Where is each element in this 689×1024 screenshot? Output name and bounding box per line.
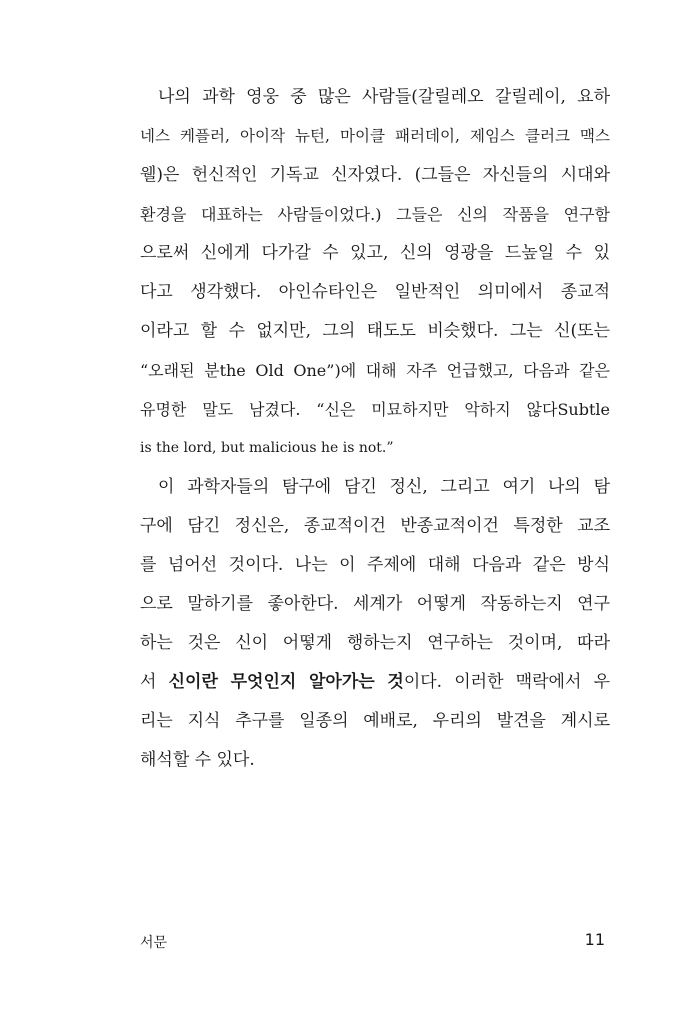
body-text bbox=[140, 78, 610, 780]
bold-line-suffix: 이다. 이러한 맥락에서 우 bbox=[403, 672, 610, 692]
paragraph-2-line-1: 이 과학자들의 탐구에 담긴 정신, 그리고 여기 나의 탐 bbox=[158, 477, 610, 497]
paragraph-1-line-1: 나의 과학 영웅 중 많은 사람들(갈릴레오 갈릴레이, 요하 bbox=[158, 87, 610, 107]
paragraph-1-line-5: 으로써 신에게 다가갈 수 있고, 신의 영광을 드높일 수 있 bbox=[140, 243, 610, 263]
running-footer-title: 서문 bbox=[140, 935, 168, 951]
paragraph-2-line-3: 를 넘어선 것이다. 나는 이 주제에 대해 다음과 같은 방식 bbox=[140, 555, 610, 575]
paragraph-2-line-2: 구에 담긴 정신은, 종교적이건 반종교적이건 특정한 교조 bbox=[140, 516, 610, 536]
paragraph-1-line-3: 웰)은 헌신적인 기독교 신자였다. (그들은 자신들의 시대와 bbox=[140, 165, 610, 185]
paragraph-1-line-7: 이라고 할 수 없지만, 그의 태도도 비슷했다. 그는 신(또는 bbox=[140, 321, 610, 341]
paragraph-1-line-9: 유명한 말도 남겼다. “신은 미묘하지만 악하지 않다Subtle bbox=[140, 400, 610, 419]
paragraph-1-line-2: 네스 케플러, 아이작 뉴턴, 마이클 패러데이, 제임스 클러크 맥스 bbox=[140, 127, 610, 145]
paragraph-2-line-7: 리는 지식 추구를 일종의 예배로, 우리의 발견을 계시로 bbox=[140, 711, 610, 731]
emphasized-phrase: 신이란 무엇인지 알아가는 것 bbox=[168, 672, 404, 692]
page-number: 11 bbox=[584, 930, 605, 949]
paragraph-2-line-4: 으로 말하기를 좋아한다. 세계가 어떻게 작동하는지 연구 bbox=[140, 594, 610, 614]
paragraph-2-line-5: 하는 것은 신이 어떻게 행하는지 연구하는 것이며, 따라 bbox=[140, 633, 610, 653]
paragraph-1-line-10: is the lord, but malicious he is not.” bbox=[140, 440, 394, 456]
paragraph-1-line-8: “오래된 분the Old One”)에 대해 자주 언급했고, 다음과 같은 bbox=[140, 361, 610, 380]
bold-line-prefix: 서 bbox=[140, 672, 169, 692]
paragraph-1-line-6: 다고 생각했다. 아인슈타인은 일반적인 의미에서 종교적 bbox=[140, 282, 610, 302]
paragraph-2-line-8: 해석할 수 있다. bbox=[140, 750, 255, 770]
paragraph-1-line-4: 환경을 대표하는 사람들이었다.) 그들은 신의 작품을 연구함 bbox=[140, 205, 610, 224]
paragraph-2-line-6 bbox=[140, 663, 610, 702]
